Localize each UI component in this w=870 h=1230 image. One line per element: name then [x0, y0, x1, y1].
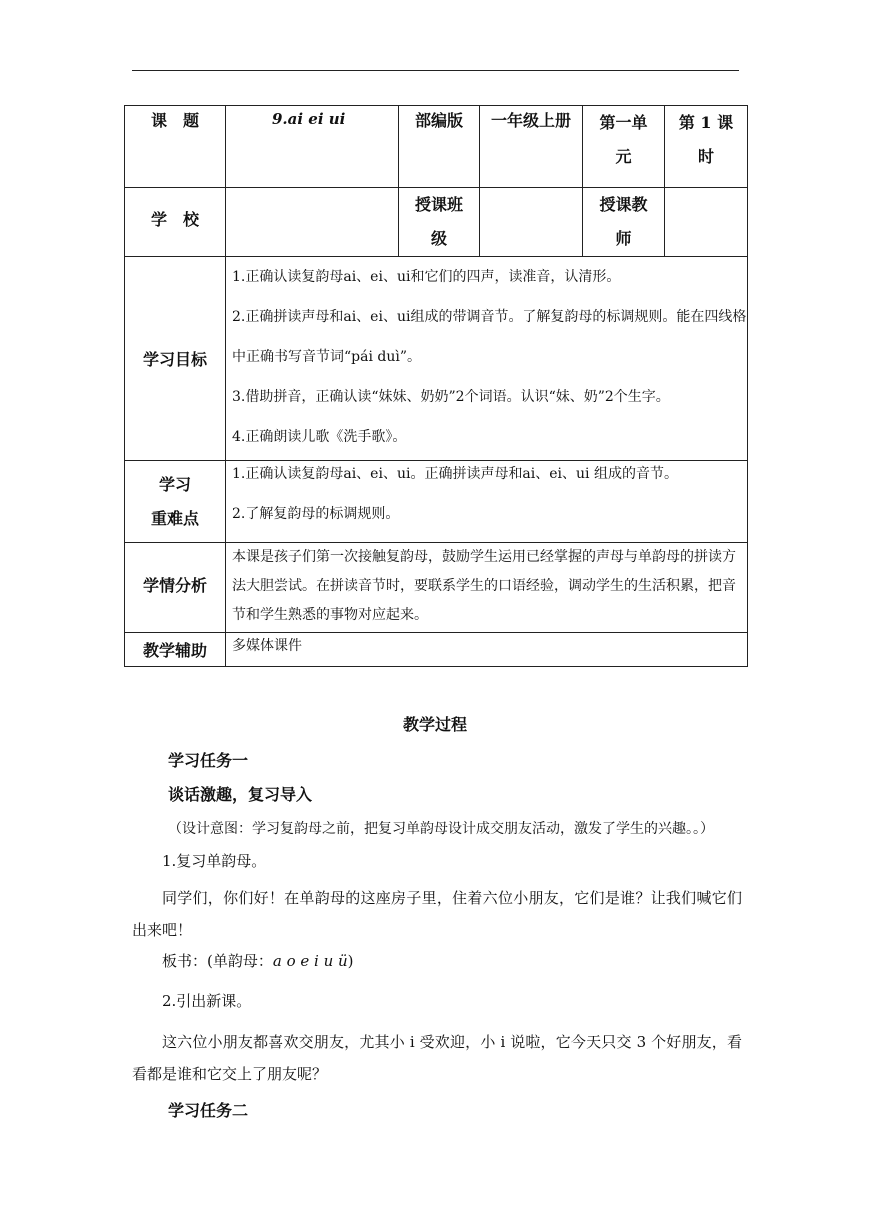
unit: 第一单元 — [583, 106, 665, 188]
table-row — [125, 106, 748, 188]
objective-item: 3.借助拼音，正确认读“妹妹、奶奶”2个词语。认识“妹、奶”2个生字。 — [232, 389, 670, 405]
edition: 部编版 — [399, 106, 480, 188]
board-prefix: 板书：(单韵母： — [162, 952, 273, 970]
objective-item: 2.正确拼读声母和ai、ei、ui组成的带调音节。了解复韵母的标调规则。能在四线格中正确书写音节词“pái duì”。 — [232, 309, 747, 365]
class-value — [480, 188, 583, 257]
label-aids: 教学辅助 — [125, 633, 226, 667]
table-row — [125, 257, 748, 461]
label-analysis: 学情分析 — [125, 543, 226, 633]
analysis-text: 本课是孩子们第一次接触复韵母，鼓励学生运用已经掌握的声母与单韵母的拼读方法大胆尝试。在拼读音节时，要联系学生的口语经验，调动学生的生活积累，把音节和学生熟悉的事物对应起来。 — [226, 543, 748, 633]
paragraph-1: 同学们，你们好！在单韵母的这座房子里，住着六位小朋友，它们是谁？让我们喊它们出来吧！ — [132, 889, 742, 939]
grade: 一年级上册 — [480, 106, 583, 188]
table-row — [125, 461, 748, 543]
label-class: 授课班级 — [399, 188, 480, 257]
label-key-points — [125, 461, 226, 543]
label-objectives: 学习目标 — [125, 257, 226, 461]
section-title: 教学过程 — [402, 715, 467, 734]
lesson-number: 第 1 课时 — [665, 106, 748, 188]
design-note: （设计意图：学习复韵母之前，把复习单韵母设计成交朋友活动，激发了学生的兴趣。。） — [168, 821, 714, 837]
table-row — [125, 543, 748, 633]
teacher-value — [665, 188, 748, 257]
lesson-info-table — [124, 105, 748, 667]
task2-heading: 学习任务二 — [168, 1101, 249, 1120]
label-key-points-line2: 重难点 — [150, 508, 199, 528]
aids-text: 多媒体课件 — [226, 633, 748, 667]
paragraph-2: 这六位小朋友都喜欢交朋友，尤其小 i 受欢迎，小 i 说啦，它今天只交 3 个好朋友，看看都是谁和它交上了朋友呢？ — [132, 1033, 742, 1083]
step2: 2.引出新课。 — [162, 992, 252, 1010]
board-letters: a o e i u ü — [272, 952, 348, 970]
label-teacher: 授课教师 — [583, 188, 665, 257]
header-rule — [132, 70, 739, 71]
label-school: 学 校 — [125, 188, 226, 257]
step1: 1.复习单韵母。 — [162, 852, 267, 870]
table-row — [125, 633, 748, 667]
board-suffix: ) — [347, 952, 354, 970]
key-point-item: 2.了解复韵母的标调规则。 — [232, 506, 400, 522]
school-value — [226, 188, 399, 257]
board-note — [162, 950, 354, 971]
table-row — [125, 188, 748, 257]
task1-subheading: 谈话激趣，复习导入 — [168, 785, 313, 804]
objective-item: 4.正确朗读儿歌《洗手歌》。 — [232, 429, 407, 445]
lesson-title: 9.ai ei ui — [226, 106, 399, 188]
label-key-points-line1: 学习 — [158, 474, 191, 494]
task1-heading: 学习任务一 — [168, 751, 249, 770]
label-topic: 课 题 — [125, 106, 226, 188]
key-point-item: 1.正确认读复韵母ai、ei、ui。正确拼读声母和ai、ei、ui 组成的音节。 — [232, 466, 678, 482]
objectives-cell — [226, 257, 748, 461]
key-points-cell — [226, 461, 748, 543]
objective-item: 1.正确认读复韵母ai、ei、ui和它们的四声，读准音，认清形。 — [232, 269, 621, 285]
